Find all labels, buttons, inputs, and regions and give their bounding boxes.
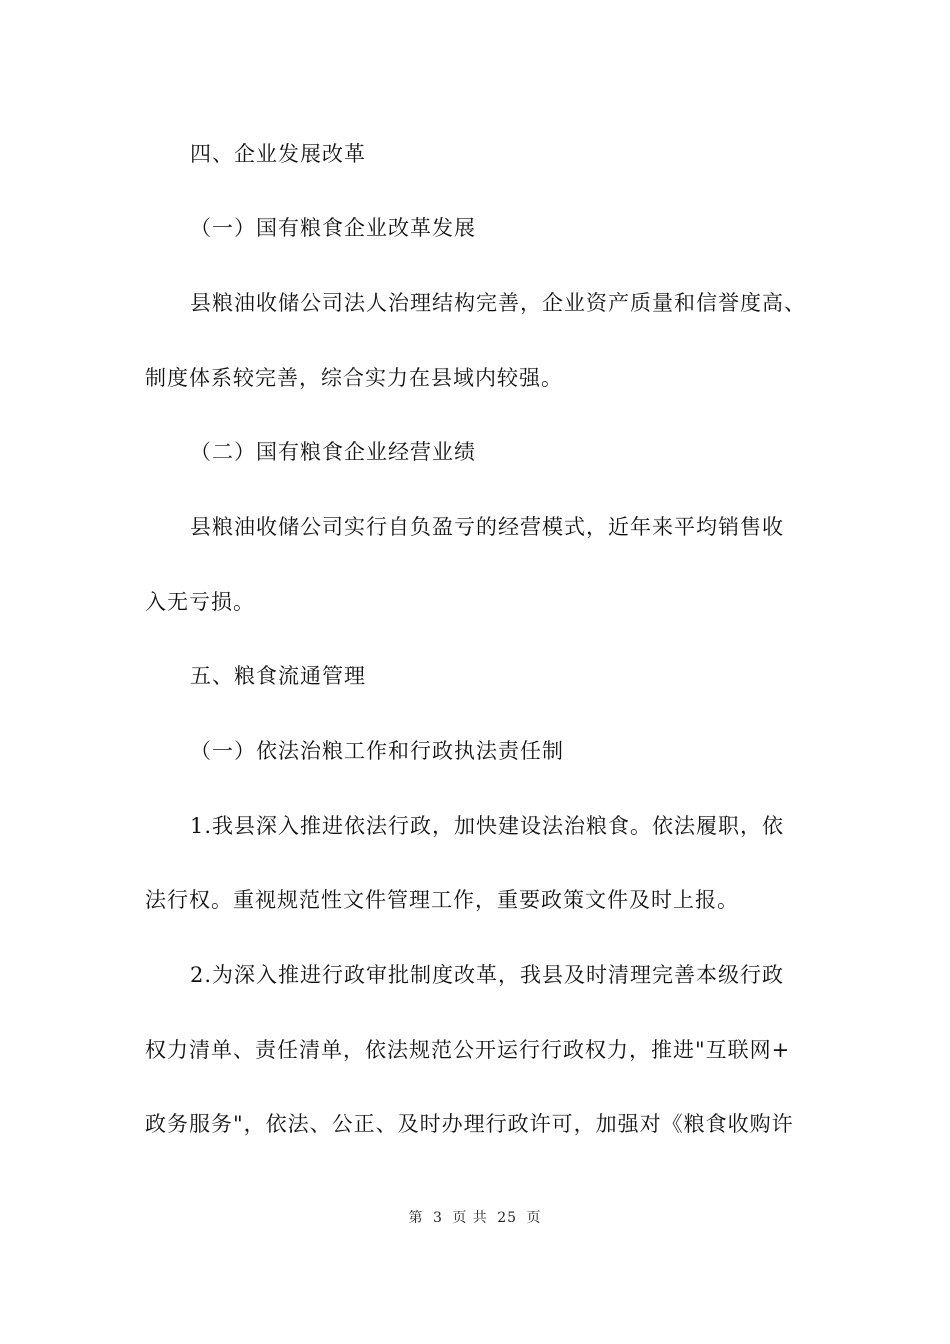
subsection-heading: （二）国有粮食企业经营业绩 [190,440,476,464]
page-footer [0,1208,950,1228]
section-heading-5: 五、粮食流通管理 [190,664,366,688]
paragraph-line: 权力清单、责任清单，依法规范公开运行行政权力，推进"互联网+ [145,1038,791,1062]
subsection-heading: （一）依法治粮工作和行政执法责任制 [190,739,564,763]
page-current: 3 [432,1210,443,1226]
page-total: 25 [497,1210,518,1226]
paragraph-line: 县粮油收储公司法人治理结构完善，企业资产质量和信誉度高、 [190,291,806,315]
paragraph-line: 制度体系较完善，综合实力在县域内较强。 [145,366,563,390]
paragraph-line: 法行权。重视规范性文件管理工作，重要政策文件及时上报。 [145,888,739,912]
page-label-mid: 页 共 [452,1210,488,1226]
subsection-heading: （一）国有粮食企业改革发展 [190,216,476,240]
paragraph-line: 县粮油收储公司实行自负盈亏的经营模式，近年来平均销售收 [190,515,784,539]
paragraph-line: 入无亏损。 [145,590,255,614]
paragraph-line: 1.我县深入推进依法行政，加快建设法治粮食。依法履职，依 [190,814,785,838]
page-label-prefix: 第 [408,1210,424,1226]
paragraph-line: 政务服务"，依法、公正、及时办理行政许可，加强对《粮食收购许 [145,1112,794,1136]
paragraph-line: 2.为深入推进行政审批制度改革，我县及时清理完善本级行政 [190,963,785,987]
page-label-suffix: 页 [526,1210,542,1226]
section-heading-4: 四、企业发展改革 [190,142,366,166]
